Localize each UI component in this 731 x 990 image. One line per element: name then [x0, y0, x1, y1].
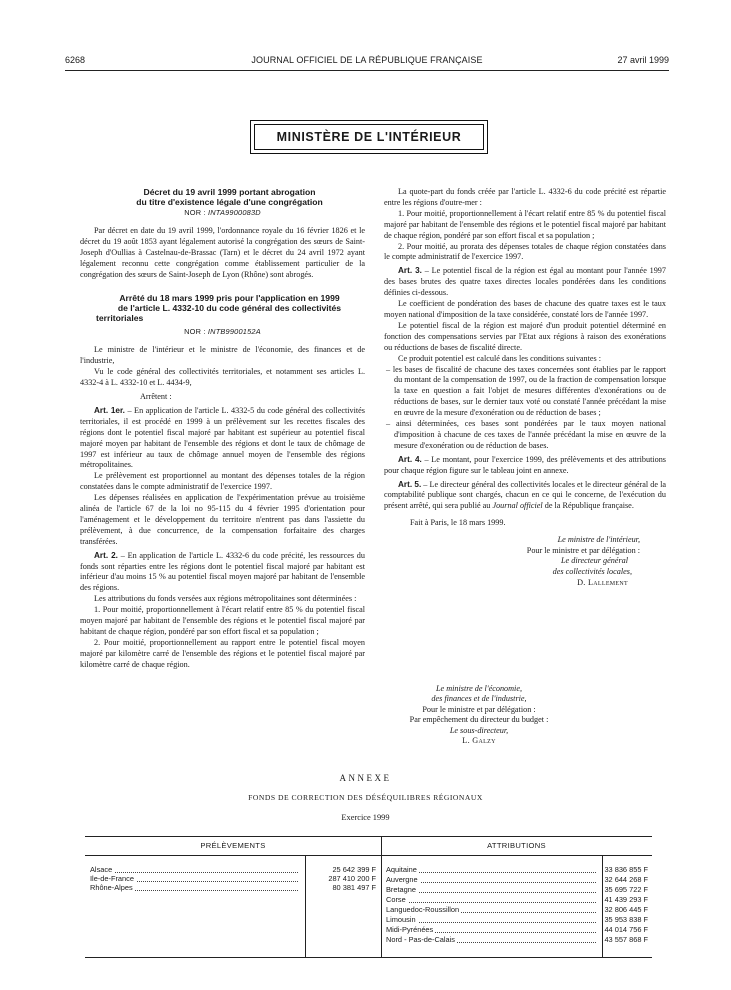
annexe-title: ANNEXE	[339, 773, 392, 783]
sous-directeur: Le sous-directeur,	[449, 725, 509, 735]
dg-line-2: des collectivités locales,	[552, 566, 632, 576]
interior-minister: Le ministre de l'intérieur,	[557, 535, 640, 545]
article-3-paragraph-4: Ce produit potentiel est calculé dans les conditions suivantes :	[398, 353, 602, 363]
arrete-nor-code: INTB9900152A	[207, 327, 261, 337]
table-row	[386, 895, 650, 904]
decree-nor-code: INTA9900083D	[208, 208, 261, 217]
article-4-label: Art. 4.	[398, 454, 422, 464]
eco-line-1: Le ministre de l'économie,	[435, 684, 523, 693]
region-amount: 35 695 722 F	[604, 885, 648, 894]
eco-delegation: Pour le ministre et par délégation :	[422, 704, 536, 714]
article-5-text-a: – Le directeur général des collectivités locales et le directeur général de la comptabilité publique sont chargés, chacun en ce qui le concerne, de l'exécution du présent arrêté, qui sera publié au	[384, 479, 666, 511]
article-4	[384, 455, 666, 477]
arrete-nor	[80, 327, 365, 338]
right-column	[384, 187, 666, 588]
table-row	[90, 865, 380, 874]
table-row	[386, 935, 650, 944]
issue-date: 27 avril 1999	[617, 55, 669, 65]
table-row	[386, 865, 650, 874]
article-2-text: – En application de l'article L. 4332-6 du code précité, les ressources du fonds sont réparties entre les régions dont le potentiel fiscal majoré par habitant est inférieur d'au moins 15 % au potentiel fiscal moyen majoré par habitant de l'ensemble des régions.	[80, 550, 365, 593]
header-attributions: ATTRIBUTIONS	[381, 837, 652, 856]
decree-title-line2: du titre d'existence légale d'une congrégation	[136, 197, 323, 207]
article-2-paragraph-2: Les attributions du fonds versées aux régions métropolitaines sont déterminées :	[94, 594, 357, 604]
article-5-label: Art. 5.	[398, 479, 422, 489]
right-paragraph-1: La quote-part du fonds créée par l'article L. 4332-6 du code précité est répartie entre les régions d'outre-mer :	[384, 187, 666, 207]
left-column	[80, 187, 365, 671]
article-3-label: Art. 3.	[398, 266, 422, 276]
journal-title: JOURNAL OFFICIEL DE LA RÉPUBLIQUE FRANÇAISE	[251, 55, 483, 65]
region-amount: 33 836 855 F	[604, 865, 648, 874]
table-row	[90, 883, 380, 892]
article-1	[80, 406, 365, 471]
page-header	[65, 55, 669, 69]
region-name: Ile-de-France	[90, 874, 134, 883]
article-1-paragraph-2: Le prélèvement est proportionnel au montant des dépenses totales de la région constatées dans le compte administratif de l'exercice 1997.	[80, 471, 365, 492]
region-amount: 35 953 838 F	[604, 915, 648, 924]
sd-name: L. Galzy	[462, 736, 496, 746]
region-name: Auvergne	[386, 875, 418, 884]
annexe-subtitle: FONDS DE CORRECTION DES DÉSÉQUILIBRES RÉGIONAUX	[248, 793, 483, 802]
article-1-label: Art. 1er.	[94, 405, 125, 415]
arrete-preamble-2: Vu le code général des collectivités territoriales, et notamment ses articles L. 4332-4 à L. 4332-10 et L. 4434-9,	[80, 367, 365, 388]
article-3-paragraph-2: Le coefficient de pondération des bases de chacune des quatre taxes est le taux moyen national d'imposition de la taxe considérée, constaté lors de l'année 1997.	[384, 299, 666, 319]
right-paragraph-3: 2. Pour moitié, au prorata des dépenses totales de chaque région constatées dans le compte administratif de l'exercice 1997.	[384, 241, 666, 262]
article-5-text-italic: Journal officiel	[492, 501, 543, 511]
arrete-preamble-1: Le ministre de l'intérieur et le ministre de l'économie, des finances et de l'industrie,	[80, 345, 365, 366]
article-2-paragraph-3: 1. Pour moitié, proportionnellement à l'écart relatif entre 85 % du potentiel fiscal moyen majoré par habitant de l'ensemble des régions et le potentiel fiscal majoré par habitant de chaque région, pondéré par son effort fiscal et sa population ;	[80, 605, 365, 636]
article-4-text: – Le montant, pour l'exercice 1999, des prélèvements et des attributions pour chaque région figure sur le tableau joint en annexe.	[384, 454, 666, 475]
article-1-paragraph-3: Les dépenses réalisées en application de l'expérimentation prévue au troisième alinéa de l'article 67 de la loi no 95-115 du 4 février 1995 d'orientation pour l'aménagement et le développement du territoire n'entrent pas dans l'assiette du prélèvement, à due concurrence, de la compensation forfaitaire des charges transférées.	[80, 493, 365, 546]
region-name: Corse	[386, 895, 406, 904]
dg-line-1: Le directeur général	[561, 556, 628, 566]
article-3-text: – Le potentiel fiscal de la région est égal au montant pour l'année 1997 des bases brutes des quatre taxes directes locales pondérées dans les conditions définies ci-dessous.	[384, 266, 666, 298]
dg-name: D. Lallement	[577, 577, 628, 587]
eco-line-2: des finances et de l'industrie,	[431, 694, 527, 704]
article-5-text-b: de la République française.	[542, 501, 634, 511]
article-3-dash-2: – ainsi déterminées, ces bases sont pondérées par le taux moyen national d'imposition à chacune de ces taxes de l'année précédant la mise en œuvre de la mesure d'exonération ou de réduction de bases.	[386, 419, 666, 450]
article-1-text: – En application de l'article L. 4332-5 du code général des collectivités territoriales, il est procédé en 1999 à un prélèvement sur les recettes fiscales des régions dont le potentiel fiscal majoré par habitant est supérieur au potentiel fiscal majoré moyen par habitant de l'ensemble des régions et dont le taux de chômage de 1997 est inférieur au taux de chômage annuel moyen de l'ensemble des régions métropolitaines.	[80, 405, 365, 470]
table-row	[386, 885, 650, 894]
article-2-paragraph-4: 2. Pour moitié, proportionnellement au rapport entre le potentiel fiscal moyen majoré par kilomètre carré de l'ensemble des régions et le potentiel fiscal majoré par kilomètre carré de chaque région.	[80, 637, 365, 669]
arrete-nor-label: NOR :	[184, 327, 206, 337]
region-name: Languedoc-Roussillon	[386, 905, 460, 914]
leader-dots	[386, 902, 596, 903]
annexe-table	[85, 836, 652, 958]
ministry-title: MINISTÈRE DE L'INTÉRIEUR	[254, 124, 484, 150]
region-name: Alsace	[90, 865, 113, 874]
table-row	[386, 905, 650, 914]
eco-impediment: Par empêchement du directeur du budget :	[409, 715, 549, 725]
arrete-title-line1: Arrêté du 18 mars 1999 pris pour l'application en 1999	[119, 293, 340, 304]
leader-dots	[90, 872, 298, 873]
article-3	[384, 266, 666, 299]
region-name: Bretagne	[386, 885, 416, 894]
region-amount: 32 644 268 F	[604, 875, 648, 884]
signature-interior	[384, 535, 666, 588]
article-5	[384, 480, 666, 513]
region-amount: 44 014 756 F	[604, 925, 648, 934]
table-row	[386, 875, 650, 884]
done-at: Fait à Paris, le 18 mars 1999.	[410, 518, 506, 528]
table-divider	[381, 837, 382, 957]
table-row	[386, 925, 650, 934]
region-name: Limousin	[386, 915, 416, 924]
right-paragraph-2: 1. Pour moitié, proportionnellement à l'écart relatif entre 85 % du potentiel fiscal majoré par habitant de l'ensemble des régions et le potentiel fiscal majoré par habitant de chaque région, pondéré par son effort fiscal et sa population ;	[384, 208, 666, 240]
article-3-paragraph-3: Le potentiel fiscal de la région est majoré d'un produit potentiel déterminé en fonction des compensations servies par l'Etat aux régions à raison des exonérations ou réductions de bases de fiscalité directe.	[384, 320, 666, 352]
region-amount: 80 381 497 F	[332, 883, 376, 892]
article-3-dash-1: – les bases de fiscalité de chacune des taxes concernées sont établies par le rapport du montant de la compensation de 1997, ou de la fraction de compensation lorsque la taxe en question a fait l'objet de mesures différentes d'exonérations ou de réductions de bases, sur le dernier taux voté ou constaté l'année précédant la mise en œuvre de la mesure d'exonération ou de réduction de bases ;	[386, 364, 666, 418]
region-name: Midi-Pyrénées	[386, 925, 434, 934]
decree-body: Par décret en date du 19 avril 1999, l'ordonnance royale du 16 février 1826 et le décret du 19 août 1853 ayant légalement autorisé la congrégation des sœurs de Saint-Joseph d'Oullias à Castelnau-de-Brassac (Tarn) et le décret du 24 avril 1972 ayant légalement reconnu cette congrégation comme établissement particulier de la congrégation des sœurs de Saint-Joseph de Lyon (Rhône) sont abrogés.	[80, 225, 365, 279]
region-name: Aquitaine	[386, 865, 417, 874]
region-name: Nord - Pas-de-Calais	[386, 935, 456, 944]
header-prelevements: PRÉLÈVEMENTS	[85, 837, 381, 856]
decree-title-line1: Décret du 19 avril 1999 portant abrogation	[143, 187, 316, 197]
table-row	[90, 874, 380, 883]
table-row	[386, 915, 650, 924]
region-name: Rhône-Alpes	[90, 883, 133, 892]
region-amount: 25 642 399 F	[332, 865, 376, 874]
page-number: 6268	[65, 55, 86, 65]
annexe-year: Exercice 1999	[341, 813, 390, 822]
interior-delegation: Pour le ministre et par délégation :	[526, 545, 640, 555]
decree-nor-label: NOR :	[184, 208, 206, 217]
signature-economy	[384, 684, 574, 746]
region-amount: 41 439 293 F	[604, 895, 648, 904]
article-2-label: Art. 2.	[94, 550, 118, 560]
region-amount: 32 806 445 F	[604, 905, 648, 914]
region-amount: 43 557 868 F	[604, 935, 648, 944]
arrete-arretent: Arrêtent :	[140, 391, 172, 401]
ministry-box	[250, 120, 488, 154]
article-2	[80, 551, 365, 595]
decree-nor	[80, 208, 365, 219]
arrete-title-line3: territoriales	[96, 313, 144, 324]
region-amount: 287 410 200 F	[328, 874, 376, 883]
arrete-title-line2: de l'article L. 4332-10 du code général des collectivités	[117, 303, 342, 314]
header-rule	[65, 70, 669, 71]
